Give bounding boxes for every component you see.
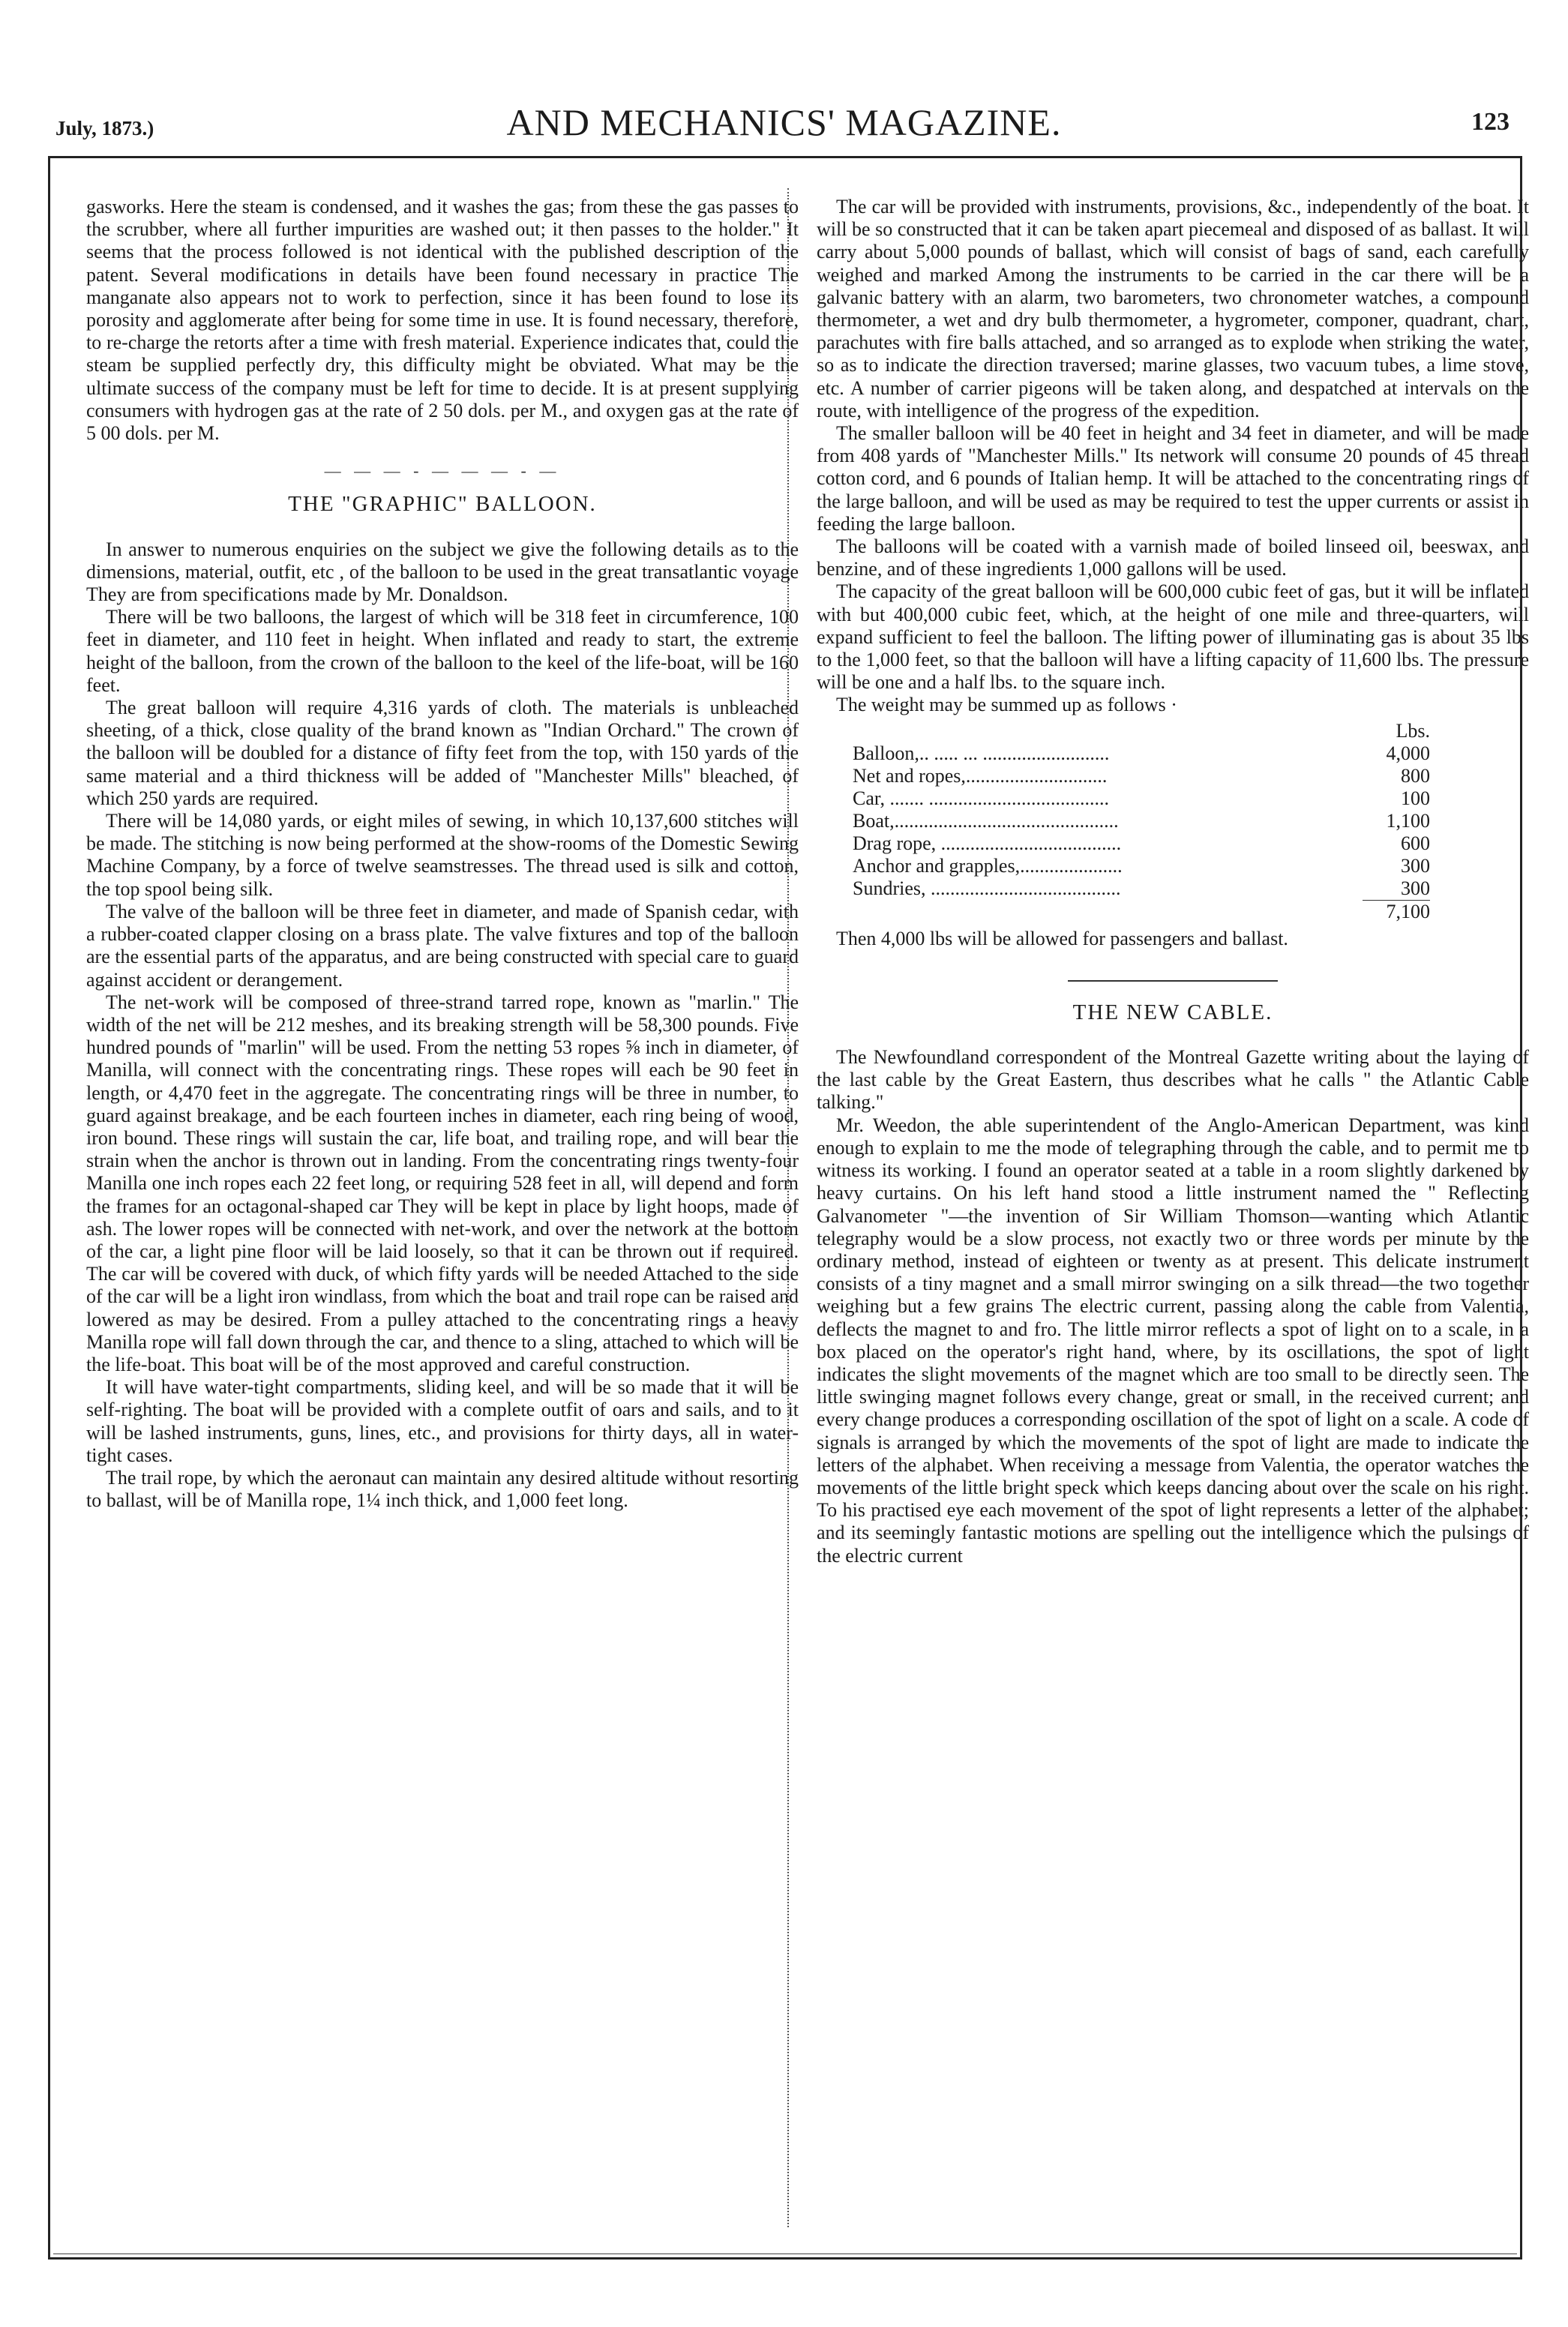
balloon-paragraph-3: The great balloon will require 4,316 yards of cloth. The materials is unbleached sheeting, of a thick, close quality of the brand known as "Indian Orchard." The crown of the balloon will be doubled for a distance of fifty feet from the top, with 150 yards of the same material and a third thickness will be added of "Manchester Mills" bleached, of which 250 yards are required. <box>86 697 799 809</box>
weight-value: 1,100 <box>1386 809 1430 832</box>
car-paragraph: The car will be provided with instruments, provisions, &c., independently of the boat. It will be so constructed that it can be taken apart piecemeal and disposed of as ballast. It will carry about 5,000 pounds of ballast, which will consist of bags of sand, each carefully weighed and marked Among the instruments to be carried in the car there will be a galvanic battery with an alarm, two barometers, two chronometer watches, a compound thermometer, a wet and dry bulb thermometer, a hygrometer, componer, quadrant, chart, parachutes with fire balls attached, and so arranged as to explode when striking the water, so as to indicate the direction traversed; marine glasses, two vacuum tubes, a lime stove, etc. A number of carrier pigeons will be taken along, and despatched at intervals on the route, with intelligence of the progress of the expedition. <box>817 196 1529 421</box>
balloon-paragraph-5: The valve of the balloon will be three feet in diameter, and made of Spanish cedar, with a rubber-coated clapper closing on a brass plate. The valve fixtures and top of the balloon are the essential parts of the apparatus, and are being constructed with special care to guard against accident or derangement. <box>86 900 799 991</box>
balloon-paragraph-2: There will be two balloons, the largest of which will be 318 feet in circumference, 100 feet in diameter, and 110 feet in height. When inflated and ready to start, the extreme height of the balloon, from the crown of the balloon to the keel of the life-boat, will be 160 feet. <box>86 606 799 696</box>
varnish-paragraph: The balloons will be coated with a varnish made of boiled linseed oil, beeswax, and benzine, and of these ingredients 1,000 gallons will be used. <box>817 535 1529 580</box>
weight-value: 4,000 <box>1386 742 1430 764</box>
new-cable-heading: THE NEW CABLE. <box>1072 1000 1273 1024</box>
weight-value: 300 <box>1401 877 1430 899</box>
gasworks-paragraph: gasworks. Here the steam is condensed, and it washes the gas; from these the gas passes to the scrubber, where all further impurities are washed out; it then passes to the holder." It seems that the process followed is not identical with the published description of the patent. Several modifications in details have been found necessary in practice The manganate also appears not to work to perfection, since it has been found to lose its porosity and agglomerate after being for some time in use. It is found necessary, therefore, to re-charge the retorts after a time with fresh material. Experience indicates that, could the steam be supplied perfectly dry, this difficulty might be obviated. What may be the ultimate success of the company must be left for time to decide. It is at present supplying consumers with hydrogen gas at the rate of 2 50 dols. per M., and oxygen gas at the rate of 5 00 dols. per M. <box>86 196 799 445</box>
table-row <box>853 810 1430 832</box>
weight-value: 300 <box>1401 854 1430 877</box>
passengers-paragraph: Then 4,000 lbs will be allowed for passengers and ballast. <box>836 927 1288 949</box>
section-rule <box>1068 980 1278 982</box>
weight-total: 7,100 <box>1363 900 1430 923</box>
table-row <box>853 742 1430 765</box>
cable-paragraph-2: Mr. Weedon, the able superintendent of the Anglo-American Department, was kind enough to explain to me the mode of telegraphing through the cable, and to permit me to witness its working. I found an operator seated at a table in a room slightly darkened by heavy curtains. On his left hand stood a little instrument named the " Reflecting Galvanometer "—the invention of Sir William Thomson—wanting which Atlantic telegraphy would be a slow process, not exactly two or three words per minute by the ordinary method, instead of eighteen or twenty as at present. This delicate instrument consists of a tiny magnet and a small mirror swinging on a silk thread—the two together weighing but a few grains The electric current, passing along the cable from Valentia, deflects the magnet to and fro. The little mirror reflects a spot of light on to a scale, in a box placed on the operator's right hand, where, by its oscillations, the spot of light indicates the slight movements of the magnet which are too small to be directly seen. The little swinging magnet follows every change, great or small, in the received current; and every change produces a corresponding oscillation of the spot of light on a scale. A code of signals is arranged by which the movements of the spot of light are made to indicate the letters of the alphabet. When receiving a message from Valentia, the operator watches the movements of the little bright speck which keeps dancing about over the scale on his right. To his practised eye each movement of the spot of light represents a letter of the alphabet; and its seemingly fantastic motions are spelling out the intelligence which the pulsings of the electric current <box>817 1114 1529 1567</box>
weight-item: Anchor and grapples,..................... <box>853 854 1123 877</box>
balloon-paragraph-7: It will have water-tight compartments, sliding keel, and will be so made that it will be self-righting. The boat will be provided with a complete outfit of oars and sails, and to it will be lashed instruments, guns, lines, etc., and provisions for thirty days, all in water-tight cases. <box>86 1376 799 1466</box>
right-column <box>817 196 1529 1567</box>
weight-item: Net and ropes,............................. <box>853 764 1108 787</box>
weight-value: 600 <box>1401 832 1430 854</box>
weight-item: Car, ....... ..................................... <box>853 787 1109 809</box>
weight-value: 100 <box>1401 787 1430 809</box>
weight-table <box>853 720 1430 923</box>
capacity-paragraph: The capacity of the great balloon will be 600,000 cubic feet of gas, but it will be inflated with but 400,000 cubic feet, which, at the height of one mile and three-quarters, will expand sufficient to feel the balloon. The lifting power of illuminating gas is about 35 lbs to the 1,000 feet, so that the balloon will have a lifting capacity of 11,600 lbs. The pressure will be one and a half lbs. to the square inch. <box>817 580 1529 694</box>
graphic-balloon-heading: THE "GRAPHIC" BALLOON. <box>288 492 597 517</box>
weight-value: 800 <box>1401 764 1430 787</box>
left-column <box>86 196 799 1512</box>
balloon-paragraph-1: In answer to numerous enquiries on the subject we give the following details as to the dimensions, material, outfit, etc , of the balloon to be used in the great transatlantic voyage They are from specifications made by Mr. Donaldson. <box>86 538 799 606</box>
table-row <box>853 832 1430 855</box>
issue-date: July, 1873.) <box>55 117 154 139</box>
table-row <box>853 765 1430 787</box>
balloon-paragraph-4: There will be 14,080 yards, or eight miles of sewing, in which 10,137,600 stitches will be made. The stitching is now being performed at the show-rooms of the Domestic Sewing Machine Company, by a force of twelve seamstresses. The thread used is silk and cotton, the top spool being silk. <box>86 810 799 900</box>
page-frame <box>48 156 1529 2260</box>
weight-intro: The weight may be summed up as follows · <box>836 694 1177 716</box>
page-number: 123 <box>1471 108 1510 136</box>
magazine-title: AND MECHANICS' MAGAZINE. <box>506 101 1062 143</box>
weight-item: Drag rope, ..................................... <box>853 832 1122 854</box>
weight-item: Balloon,.. ..... ... .......................... <box>853 742 1110 764</box>
weight-unit-header: Lbs. <box>1396 719 1430 742</box>
weight-item: Boat,.............................................. <box>853 809 1119 832</box>
smaller-balloon-paragraph: The smaller balloon will be 40 feet in height and 34 feet in diameter, and will be made from 408 yards of "Manchester Mills." Its network will consume 20 pounds of 45 thread cotton cord, and 6 pounds of Italian hemp. It will be attached to the concentrating rings of the large balloon, and will be used as may be required to test the upper currents or assist in feeding the large balloon. <box>817 422 1529 535</box>
balloon-paragraph-8: The trail rope, by which the aeronaut can maintain any desired altitude without resorting to ballast, will be of Manilla rope, 1¼ inch thick, and 1,000 feet long. <box>86 1466 799 1512</box>
page-header <box>48 96 1520 156</box>
section-ornament: — — — - — — — - — <box>324 461 561 481</box>
cable-paragraph-1: The Newfoundland correspondent of the Montreal Gazette writing about the laying of the last cable by the Great Eastern, thus describes what he calls " the Atlantic Cable talking." <box>817 1046 1529 1114</box>
balloon-paragraph-6: The net-work will be composed of three-strand tarred rope, known as "marlin." The width of the net will be 212 meshes, and its breaking strength will be 58,300 pounds. Five hundred pounds of "marlin" will be used. From the netting 53 ropes ⅝ inch in diameter, of Manilla, will connect with the concentrating rings. These ropes will each be 90 feet in length, or 4,470 feet in the aggregate. The concentrating rings will be three in number, to guard against breakage, and be each fourteen inches in diameter, each ring being of wood, iron bound. These rings will sustain the car, life boat, and trailing rope, and will bear the strain when the anchor is thrown out in landing. From the concentrating rings twenty-four Manilla one inch ropes each 22 feet long, or requiring 528 feet in all, will depend and form the frames for an octagonal-shaped car They will be kept in place by light hoops, made of ash. The lower ropes will be connected with net-work, and over the network at the bottom of the car, a light pine floor will be laid loosely, so that it can be thrown out if required. The car will be covered with duck, of which fifty yards will be needed Attached to the side of the car will be a light iron windlass, from which the boat and trail rope can be raised and lowered as may be desired. From a pulley attached to the concentrating rings a heavy Manilla rope will fall down through the car, and thence to a sling, attached to which will be the life-boat. This boat will be of the most approved and careful construction. <box>86 991 799 1375</box>
table-row <box>853 877 1430 901</box>
table-row <box>853 787 1430 810</box>
weight-item: Sundries, ....................................... <box>853 877 1121 899</box>
table-row <box>853 855 1430 877</box>
